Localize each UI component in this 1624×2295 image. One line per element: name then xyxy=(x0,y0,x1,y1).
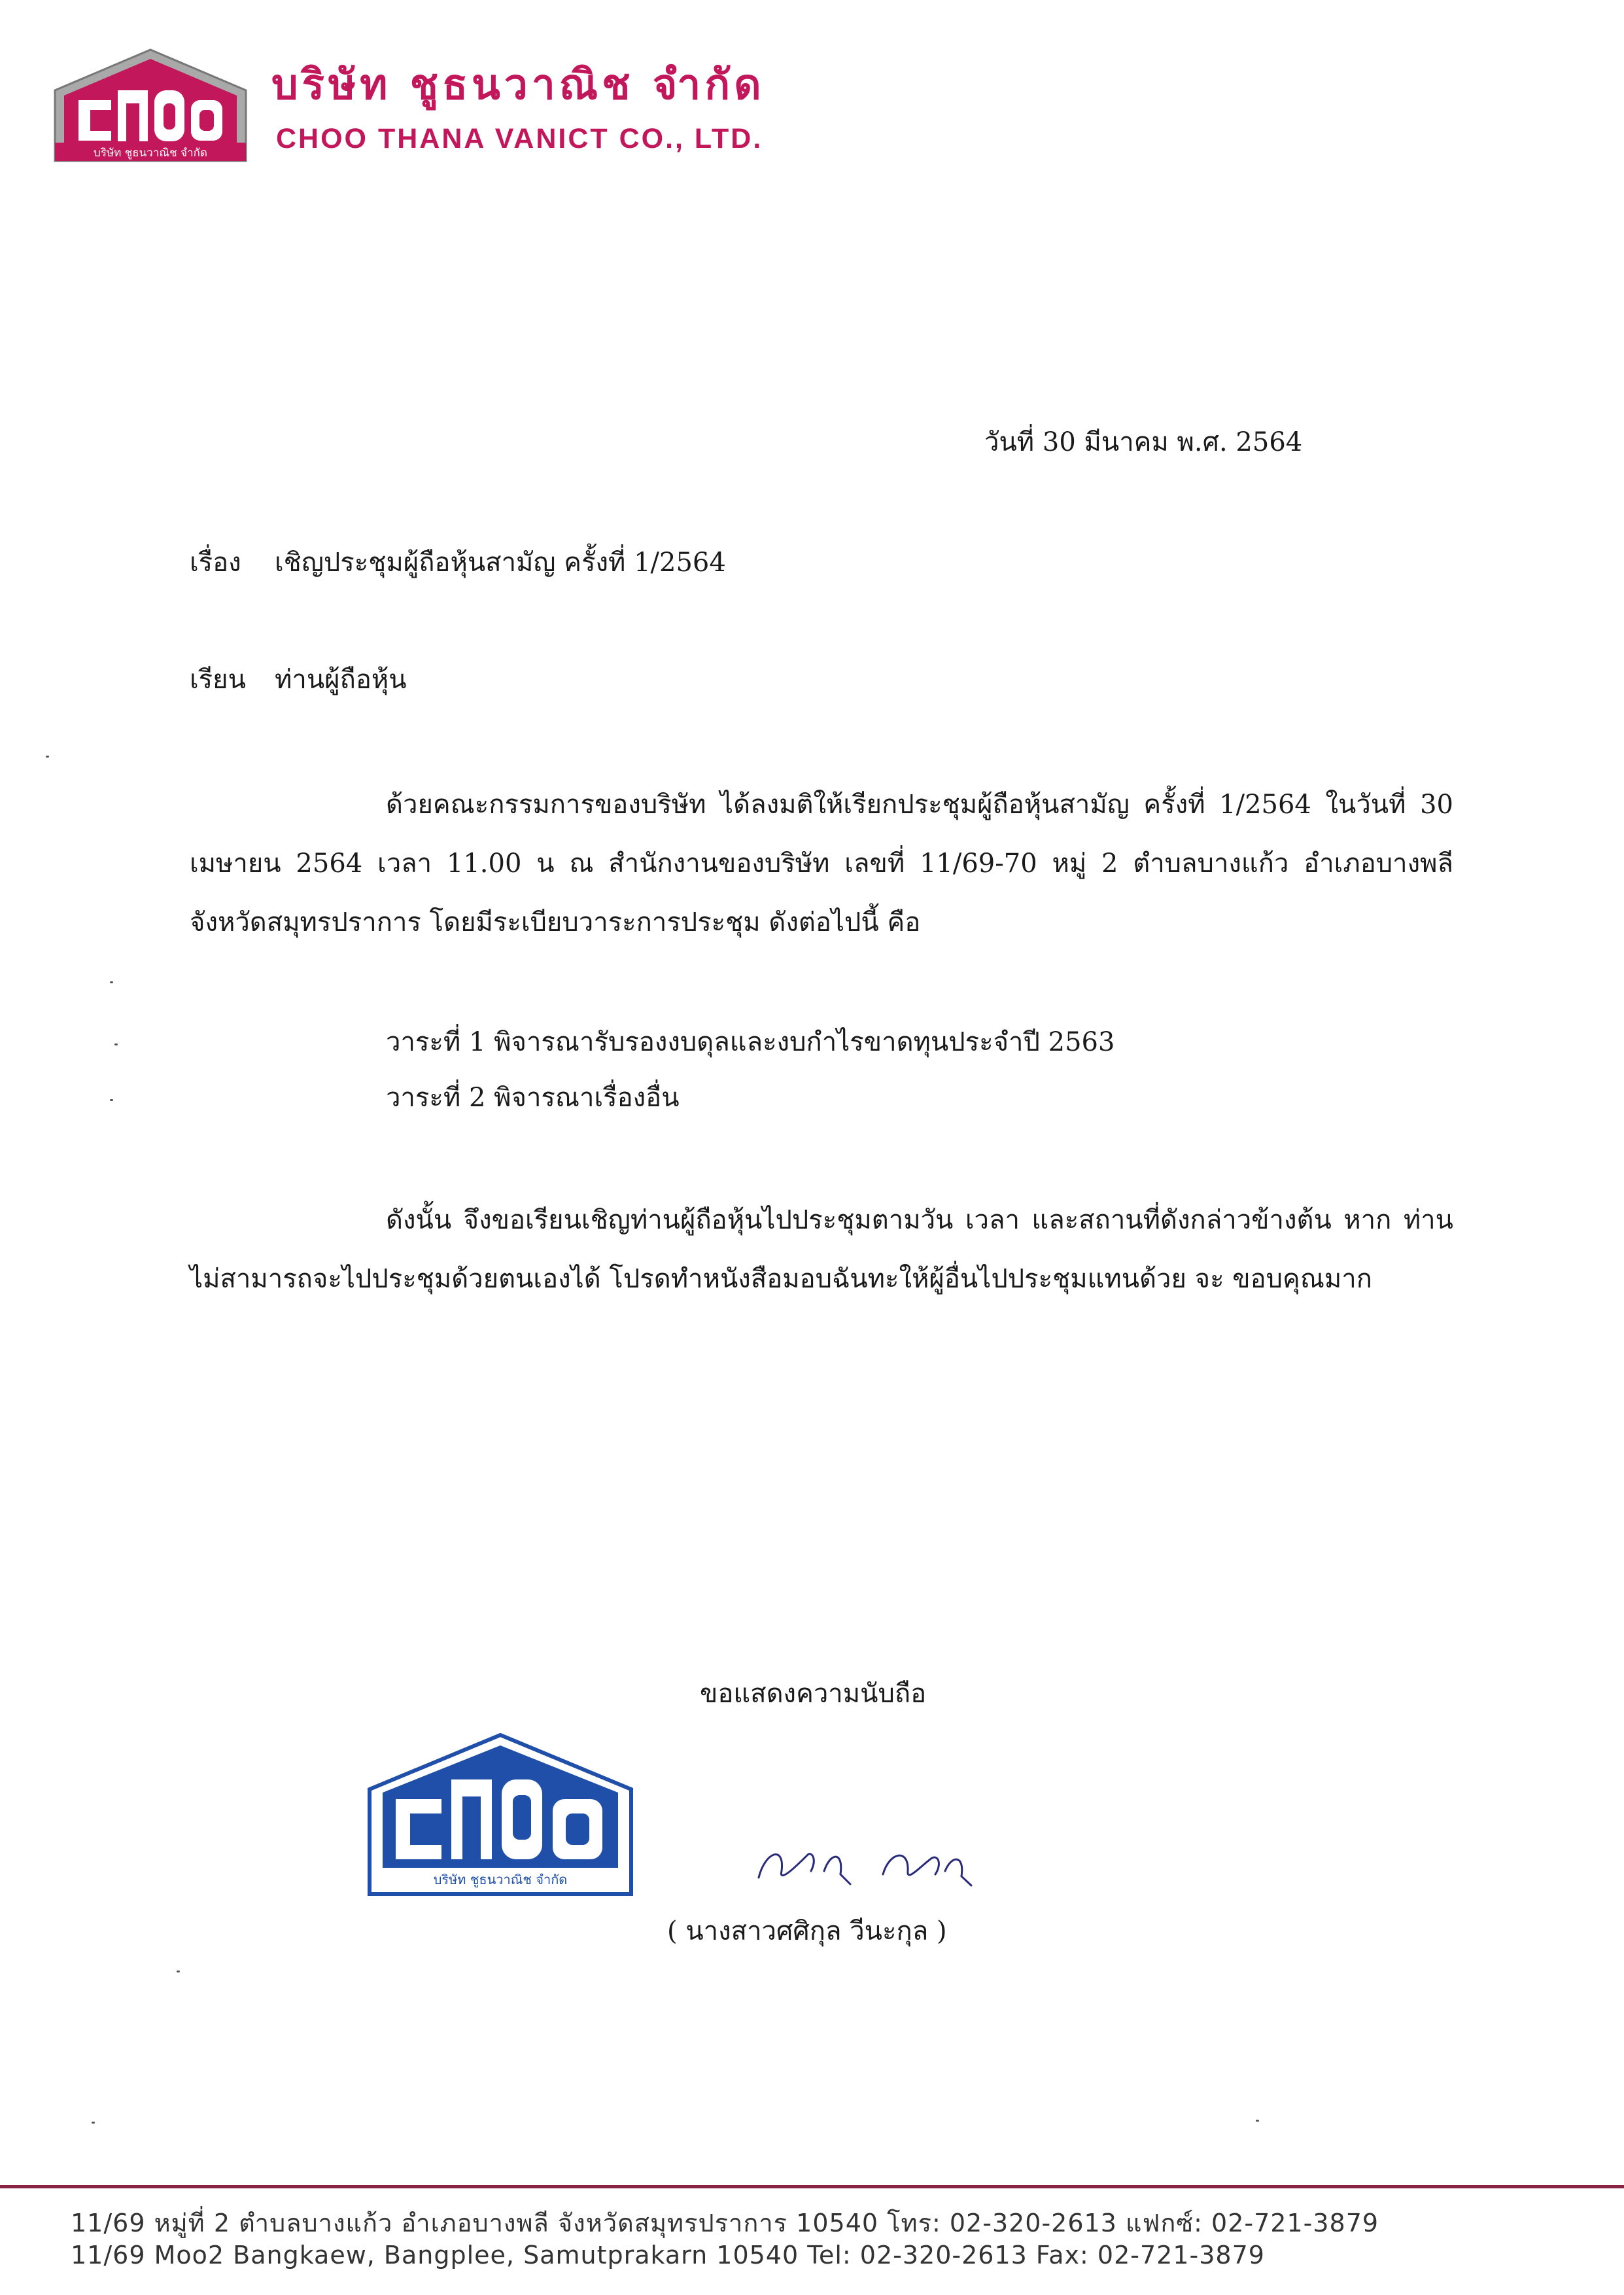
scan-speck xyxy=(110,1099,113,1101)
paragraph-invitation: ดังนั้น จึงขอเรียนเชิญท่านผู้ถือหุ้นไปประชุมตามวัน เวลา และสถานที่ดังกล่าวข้างต้น หาก ท่านไม่สามารถจะไปประชุมด้วยตนเองได้ โปรดทำหนังสือมอบฉันทะให้ผู้อื่นไปประชุมแทนด้วย จะ ขอบคุณมาก xyxy=(190,1205,1453,1294)
scan-speck xyxy=(46,756,49,758)
agenda-item-2: วาระที่ 2 พิจารณาเรื่องอื่น xyxy=(386,1083,680,1113)
salutation xyxy=(190,664,407,695)
company-stamp xyxy=(363,1727,638,1901)
footer-address-english: 11/69 Moo2 Bangkaew, Bangplee, Samutprakarn 10540 Tel: 02-320-2613 Fax: 02-721-3879 xyxy=(71,2241,1265,2269)
scan-speck xyxy=(114,1043,118,1045)
scan-speck xyxy=(92,2122,95,2124)
subject-line xyxy=(190,547,726,578)
scan-speck xyxy=(1256,2120,1259,2122)
subject-label: เรื่อง xyxy=(190,548,241,578)
scan-speck xyxy=(110,981,113,983)
footer-address-thai: 11/69 หมู่ที่ 2 ตำบลบางแก้ว อำเภอบางพลี จังหวัดสมุทรปราการ 10540 โทร: 02-320-2613 แฟกซ์: 02-721-3879 xyxy=(71,2209,1379,2237)
paragraph-intro: ด้วยคณะกรรมการของบริษัท ได้ลงมติให้เรียกประชุมผู้ถือหุ้นสามัญ ครั้งที่ 1/2564 ในวันที่ 30 เมษายน 2564 เวลา 11.00 น ณ สำนักงานของบริษัท เลขที่ 11/69-70 หมู่ 2 ตำบลบางแก้ว อำเภอบางพลี จังหวัดสมุทรปราการ โดยมีระเบียบวาระการประชุม ดังต่อไปนี้ คือ xyxy=(190,790,1453,937)
company-logo xyxy=(52,44,249,164)
salutation-label: เรียน xyxy=(190,665,246,695)
company-name-english: CHOO THANA VANICT CO., LTD. xyxy=(276,123,763,154)
salutation-text: ท่านผู้ถือหุ้น xyxy=(275,665,407,695)
closing-phrase: ขอแสดงความนับถือ xyxy=(700,1679,927,1709)
company-name-thai: บริษัท ชูธนวาณิช จำกัด xyxy=(271,61,765,109)
subject-text: เชิญประชุมผู้ถือหุ้นสามัญ ครั้งที่ 1/2564 xyxy=(275,548,726,578)
letter-date: วันที่ 30 มีนาคม พ.ศ. 2564 xyxy=(984,427,1303,457)
handwritten-signature xyxy=(746,1825,994,1897)
agenda-item-1: วาระที่ 1 พิจารณารับรองงบดุลและงบกำไรขาดทุนประจำปี 2563 xyxy=(386,1027,1115,1057)
signer-name: ( นางสาวศศิกุล วีนะกุล ) xyxy=(667,1916,947,1946)
logo-caption: บริษัท ชูธนวาณิช จำกัด xyxy=(94,147,207,160)
scan-speck xyxy=(177,1971,180,1972)
footer-rule xyxy=(0,2185,1624,2188)
stamp-caption: บริษัท ชูธนวาณิช จำกัด xyxy=(433,1872,568,1887)
signature-drawing xyxy=(746,1825,994,1897)
